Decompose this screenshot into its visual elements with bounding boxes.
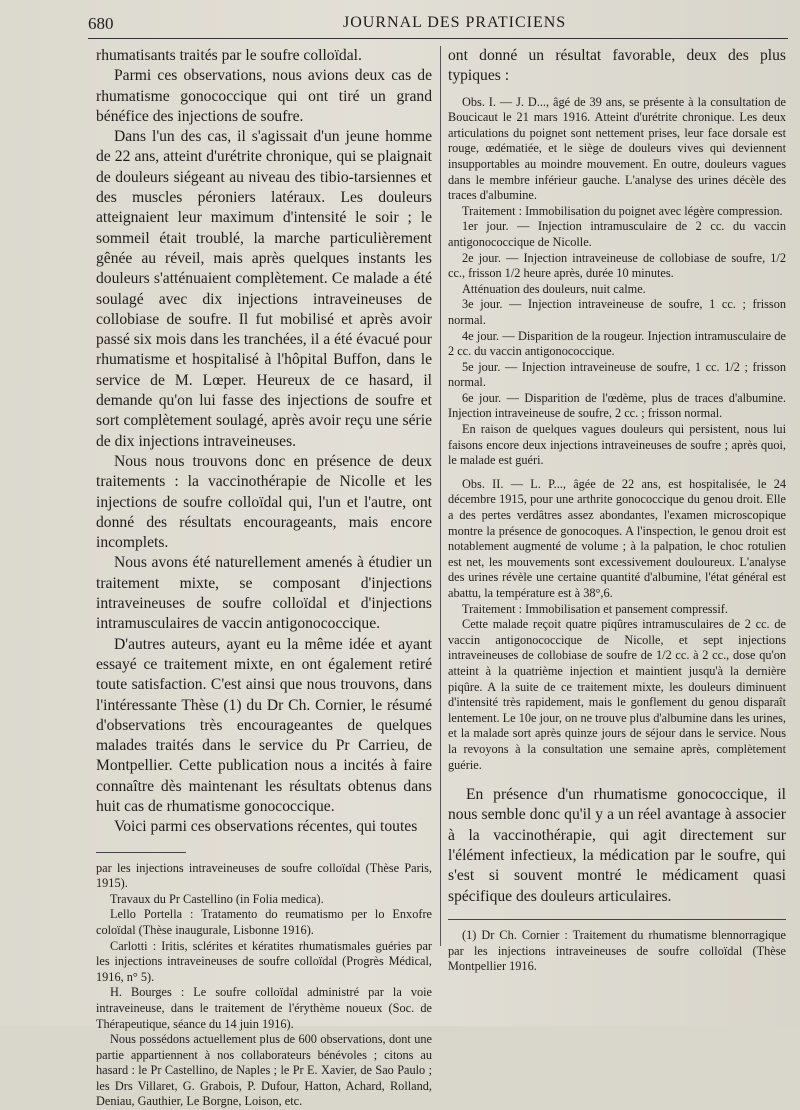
body-paragraph: Nous nous trouvons donc en présence de deux traitements : la vaccinothérapie de Nicolle et les injections de soufre colloïdal qui, l'un et l'autre, ont donné des résultats encourageants, mais encore incomplets. [96, 452, 432, 552]
reference-item: Travaux du Pr Castellino (in Folia medica). [110, 891, 324, 906]
observation-paragraph: 4e jour. — Disparition de la rougeur. Injection intramusculaire de 2 cc. du vaccin antigonococcique. [448, 328, 786, 359]
observation-paragraph: 2e jour. — Injection intraveineuse de collobiase de soufre, 1/2 cc., frisson 1/2 heure après, durée 10 minutes. [448, 250, 786, 281]
body-paragraph: Dans l'un des cas, il s'agissait d'un jeune homme de 22 ans, atteint d'urétrite chronique, qui se plaignait de douleurs siégeant au niveau des tibio-tarsiennes et des muscles péroniers latéraux. Les douleurs atteignaient leur maximum d'intensité le soir ; le sommeil était troublé, la marche particulièrement gênée au réveil, mais après quelques instants les douleurs s'atténuaient complètement. Ce malade a été soulagé avec dix injections intraveineuses de collobiase de soufre. Il fut mobilisé et après avoir passé six mois dans les tranchées, il a été évacué pour rhumatisme et hospitalisé à l'hôpital Buffon, dans le service de M. Lœper. Heureux de ce hasard, il demande qu'on lui fasse des injections de soufre et sort complètement soulagé, après avoir reçu une série de dix injections intraveineuses. [96, 128, 432, 450]
column-divider [440, 46, 441, 946]
spacer [448, 773, 786, 785]
observation-paragraph: 3e jour. — Injection intraveineuse de soufre, 1 cc. ; frisson normal. [448, 297, 786, 327]
observation-paragraph: Cette malade reçoit quatre piqûres intramusculaires de 2 cc. de vaccin antigonococcique de Nicolle, et sept injections intraveineuses de collobiase de soufre de 1/2 cc. à 2 cc., dose qu'on atteint à la quatrième injection et maintient jusqu'à la dernière piqûre. A la suite de ce traitement mixte, les douleurs diminuent d'intensité très rapidement, mais le gonflement du genou disparaît lentement. Le 10e jour, on ne trouve plus d'albumine dans les urines, et la malade sort après quinze jours de séjour dans le service. Nous la revoyons à la consultation une semaine après, complètement guérie. [448, 617, 786, 772]
body-paragraph: ont donné un résultat favorable, deux des plus typiques : [448, 47, 786, 85]
observation-paragraph: En raison de quelques vagues douleurs qui persistent, nous lui faisons encore deux injections intraveineuses de soufre ; après quoi, le malade est guéri. [448, 422, 786, 468]
footnote-rule [448, 919, 786, 920]
body-paragraph: D'autres auteurs, ayant eu la même idée et ayant essayé ce traitement mixte, en ont également retiré toute satisfaction. C'est ainsi que nous trouvons, dans l'intéressante Thèse (1) du Dr Ch. Cornier, le résumé d'observations très encourageantes de quelques malades traités dans le service du Pr Carrieu, de Montpellier. Cette publication nous a incités à faire connaître dès maintenant les résultats obtenus dans huit cas de rhumatisme gonococcique. [96, 635, 432, 815]
page-header [88, 12, 788, 39]
journal-title: JOURNAL DES PRATICIENS [343, 14, 567, 31]
observation-paragraph: Traitement : Immobilisation du poignet avec légère compression. [462, 203, 783, 218]
observation-paragraph: Traitement : Immobilisation et pansement compressif. [462, 601, 728, 616]
reference-item: Lello Portella : Tratamento do reumatismo per lo Enxofre coloïdal (Thèse inaugurale, Lisbonne 1916). [96, 907, 432, 937]
page-number: 680 [88, 14, 114, 33]
observation-paragraph: Obs. II. — L. P..., âgée de 22 ans, est hospitalisée, le 24 décembre 1915, pour une arthrite gonococcique du genou droit. Elle a des pertes verdâtres assez abondantes, l'examen microscopique montre la présence de gonocoques. A l'inspection, le genou droit est notablement augmenté de volume ; à la palpation, le choc rotulien est net, les mouvements sont excessivement douloureux. L'analyse des urines révèle une certaine quantité d'albumine, l'état général est abattu, la température est à 38°,6. [448, 476, 786, 600]
observation-paragraph: Obs. I. — J. D..., âgé de 39 ans, se présente à la consultation de Boucicaut le 21 mars 1916. Atteint d'urétrite chronique. Les deux articulations du poignet sont nettement prises, leur face dorsale est rouge, œdématiée, et le siège de douleurs vives qui deviennent insupportables au moindre mouvement. En outre, douleurs vagues dans le membre inférieur gauche. L'analyse des urines décèle des traces d'albumine. [448, 94, 786, 203]
reference-item: Carlotti : Iritis, sclérites et kératites rhumatismales guéries par les injections intraveineuses de soufre colloïdal (Progrès Médical, 1916, n° 5). [96, 938, 432, 984]
spacer [448, 469, 786, 477]
conclusion-paragraph: En présence d'un rhumatisme gonococcique, il nous semble donc qu'il y a un réel avantage à associer à la vaccinothérapie, qui agit directement sur l'élément infectieux, la médication par le soufre, qui s'est si souvent montré le médicament quasi spécifique des douleurs articulaires. [448, 786, 786, 905]
footnote: (1) Dr Ch. Cornier : Traitement du rhumatisme blennorragique par les injections intraveineuses de soufre colloïdal (Thèse Montpellier 1916. [448, 927, 786, 974]
observation-paragraph: 6e jour. — Disparition de l'œdème, plus de traces d'albumine. Injection intraveineuse de soufre, 2 cc. ; frisson normal. [448, 390, 786, 421]
observation-paragraph: Atténuation des douleurs, nuit calme. [462, 281, 646, 296]
reference-item: Nous possédons actuellement plus de 600 observations, dont une partie appartiennent à nos collaborateurs bénévoles ; citons au hasard : le Pr Castellino, de Naples ; le Pr E. Xavier, de Sao Paulo ; les Drs Villaret, G. Grabois, P. Dufour, Hatton, Achard, Rolland, Deniau, Gauthier, Le Borgne, Loison, etc. [96, 1032, 432, 1109]
observation-paragraph: 5e jour. — Injection intraveineuse de soufre, 1 cc. 1/2 ; frisson normal. [448, 359, 786, 390]
body-paragraph: Parmi ces observations, nous avions deux cas de rhumatisme gonococcique qui ont tiré un grand bénéfice des injections de soufre. [96, 67, 432, 125]
left-column [96, 46, 432, 1110]
right-column [448, 46, 786, 975]
body-paragraph: Voici parmi ces observations récentes, qui toutes [114, 818, 418, 836]
reference-item: H. Bourges : Le soufre colloïdal administré par la voie intraveineuse, dans le traitement de l'érythème noueux (Soc. de Thérapeutique, séance du 14 juin 1916). [96, 985, 432, 1031]
spacer [448, 87, 786, 95]
observation-paragraph: 1er jour. — Injection intramusculaire de 2 cc. du vaccin antigonococcique de Nicolle. [448, 219, 786, 249]
body-paragraph: rhumatisants traités par le soufre colloïdal. [96, 47, 362, 64]
reference-item: par les injections intraveineuses de soufre colloïdal (Thèse Paris, 1915). [96, 860, 432, 891]
body-paragraph: Nous avons été naturellement amenés à étudier un traitement mixte, se composant d'injections intraveineuses de soufre colloïdal et d'injections intramusculaires de vaccin antigonococcique. [96, 554, 432, 633]
footnote-rule [96, 852, 186, 853]
